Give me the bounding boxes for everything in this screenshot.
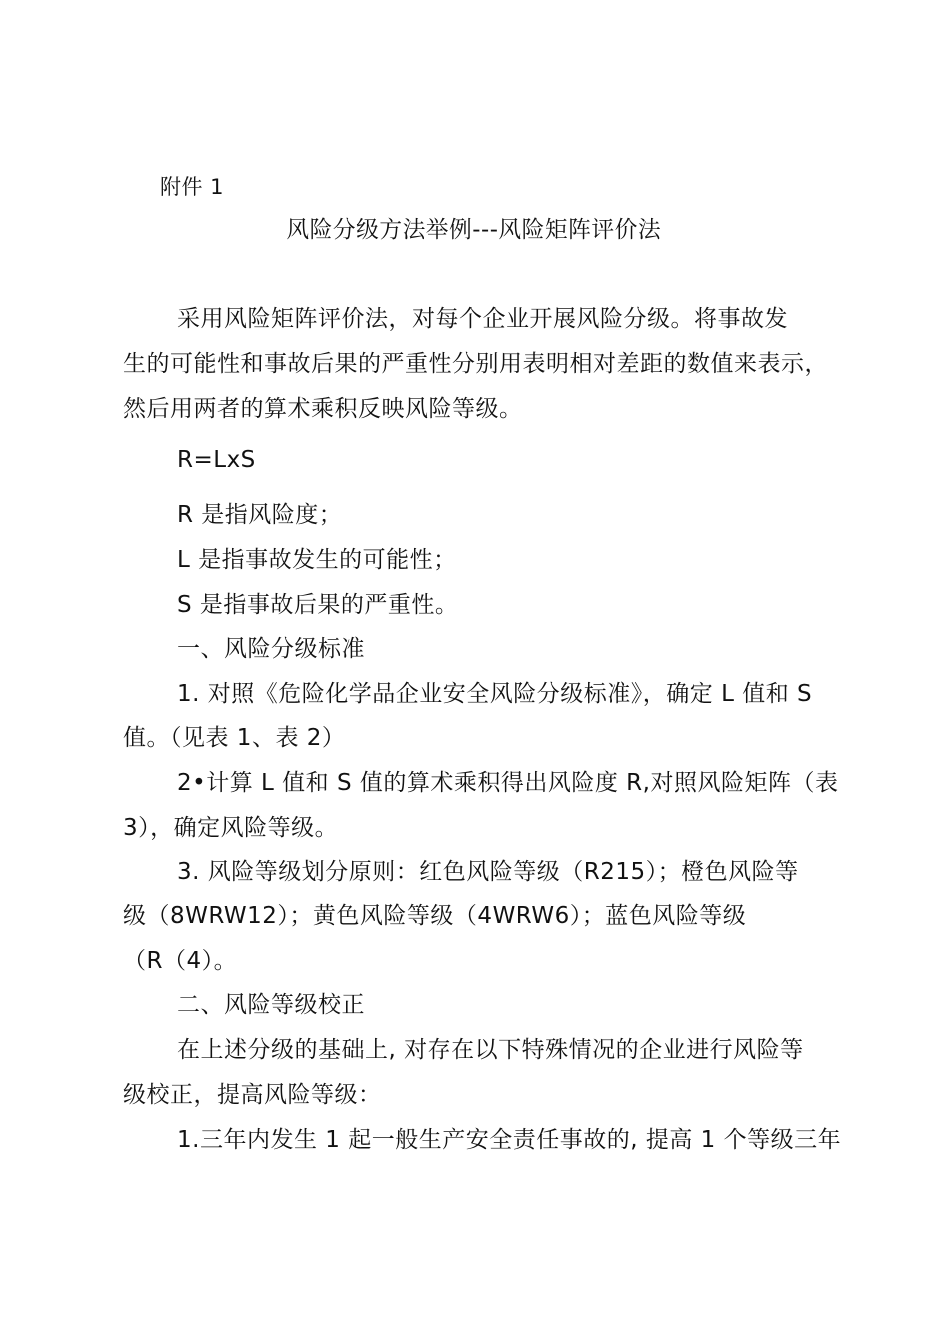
- definition-s: S 是指事故后果的严重性。: [177, 592, 459, 618]
- intro-line-3: 然后用两者的算术乘积反映风险等级。: [123, 396, 523, 422]
- section-2-line-3: 1.三年内发生 1 起一般生产安全责任事故的, 提高 1 个等级三年: [177, 1127, 842, 1153]
- section-2-line-2: 级校正，提高风险等级：: [123, 1082, 382, 1108]
- intro-line-1: 采用风险矩阵评价法，对每个企业开展风险分级。将事故发: [177, 306, 788, 332]
- section-1-heading: 一、风险分级标准: [177, 636, 365, 662]
- section-1-line-5: 3. 风险等级划分原则：红色风险等级（R215）；橙色风险等: [177, 859, 799, 885]
- section-1-line-2: 值。（见表 1、表 2）: [123, 725, 346, 751]
- formula: R=LxS: [177, 447, 256, 473]
- section-1-line-3: 2•计算 L 值和 S 值的算术乘积得出风险度 R,对照风险矩阵（表: [177, 770, 839, 796]
- definition-l: L 是指事故发生的可能性；: [177, 547, 457, 573]
- intro-line-2: 生的可能性和事故后果的严重性分别用表明相对差距的数值来表示，: [123, 351, 828, 377]
- section-1-line-4: 3），确定风险等级。: [123, 815, 339, 841]
- section-2-heading: 二、风险等级校正: [177, 992, 365, 1018]
- section-1-line-6: 级（8WRW12）；黄色风险等级（4WRW6）；蓝色风险等级: [123, 903, 747, 929]
- definition-r: R 是指风险度；: [177, 502, 343, 528]
- document-title: 风险分级方法举例---风险矩阵评价法: [286, 217, 662, 243]
- section-2-line-1: 在上述分级的基础上, 对存在以下特殊情况的企业进行风险等: [177, 1037, 804, 1063]
- section-1-line-7: （R（4）。: [123, 948, 238, 974]
- annex-label: 附件 1: [160, 175, 225, 199]
- section-1-line-1: 1. 对照《危险化学品企业安全风险分级标准》，确定 L 值和 S: [177, 681, 813, 707]
